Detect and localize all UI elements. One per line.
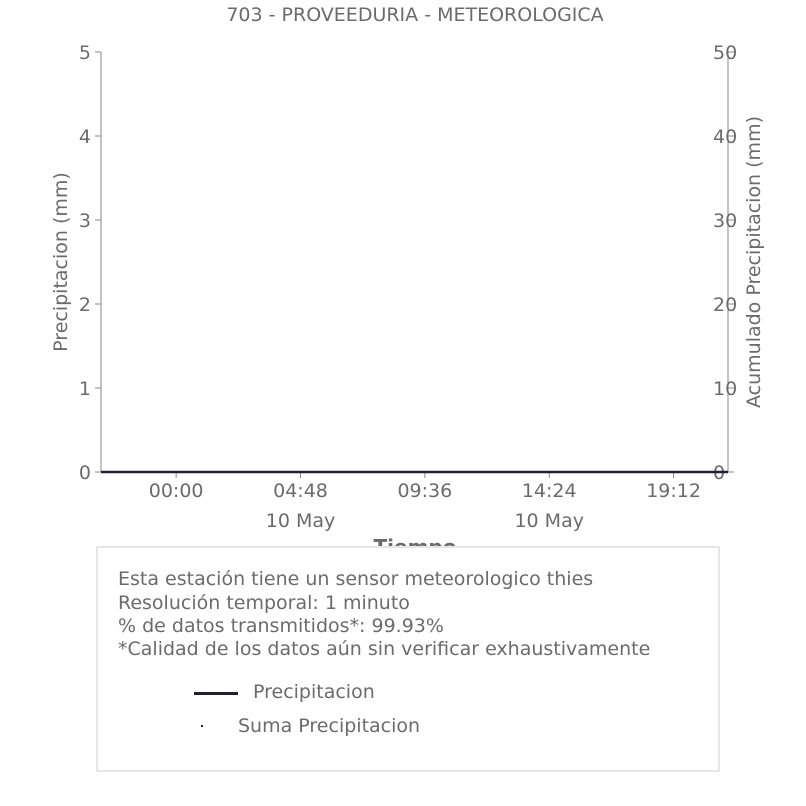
x-tick-date-label: 10 May [514,510,584,532]
left-y-tick-label: 0 [78,462,91,484]
left-y-tick-label: 3 [78,210,91,232]
left-y-axis-label: Precipitacion (mm) [50,172,72,352]
x-tick-label: 19:12 [646,480,701,502]
x-tick-date-label: 10 May [265,510,336,532]
right-y-tick-label: 20 [713,294,738,316]
transmitted-data-text: % de datos transmitidos*: 99.93% [118,615,444,637]
right-y-tick-label: 50 [713,42,738,64]
x-tick-label: 14:24 [521,480,577,502]
right-y-axis-label: Acumulado Precipitacion (mm) [743,116,765,408]
right-y-ticks [713,42,737,484]
right-y-tick-label: 0 [713,462,726,484]
legend-precipitacion-label: Precipitacion [253,681,375,703]
x-tick-label: 00:00 [148,480,204,502]
legend-precipitacion-line [194,692,238,695]
right-y-tick-label: 40 [713,126,738,148]
left-y-tick-label: 2 [78,294,91,316]
x-tick-label: 04:48 [273,480,328,502]
right-y-tick-label: 30 [713,210,738,232]
x-tick-label: 09:36 [397,480,453,502]
right-y-tick-label: 10 [713,378,738,400]
left-y-tick-label: 5 [78,42,91,64]
left-y-tick-label: 1 [78,378,91,400]
quality-note-text: *Calidad de los datos aún sin verificar exhaustivamente [118,638,651,660]
legend-suma-dot [201,725,203,727]
info-legend-box [96,546,720,772]
left-y-tick-label: 4 [78,126,91,148]
left-y-ticks [79,42,101,484]
x-ticks [149,472,701,532]
station-sensor-text: Esta estación tiene un sensor meteorologico thies [118,568,594,590]
temporal-resolution-text: Resolución temporal: 1 minuto [118,592,410,614]
chart-title: 703 - PROVEEDURIA - METEOROLOGICA [226,4,604,26]
legend-suma-label: Suma Precipitacion [238,715,421,737]
